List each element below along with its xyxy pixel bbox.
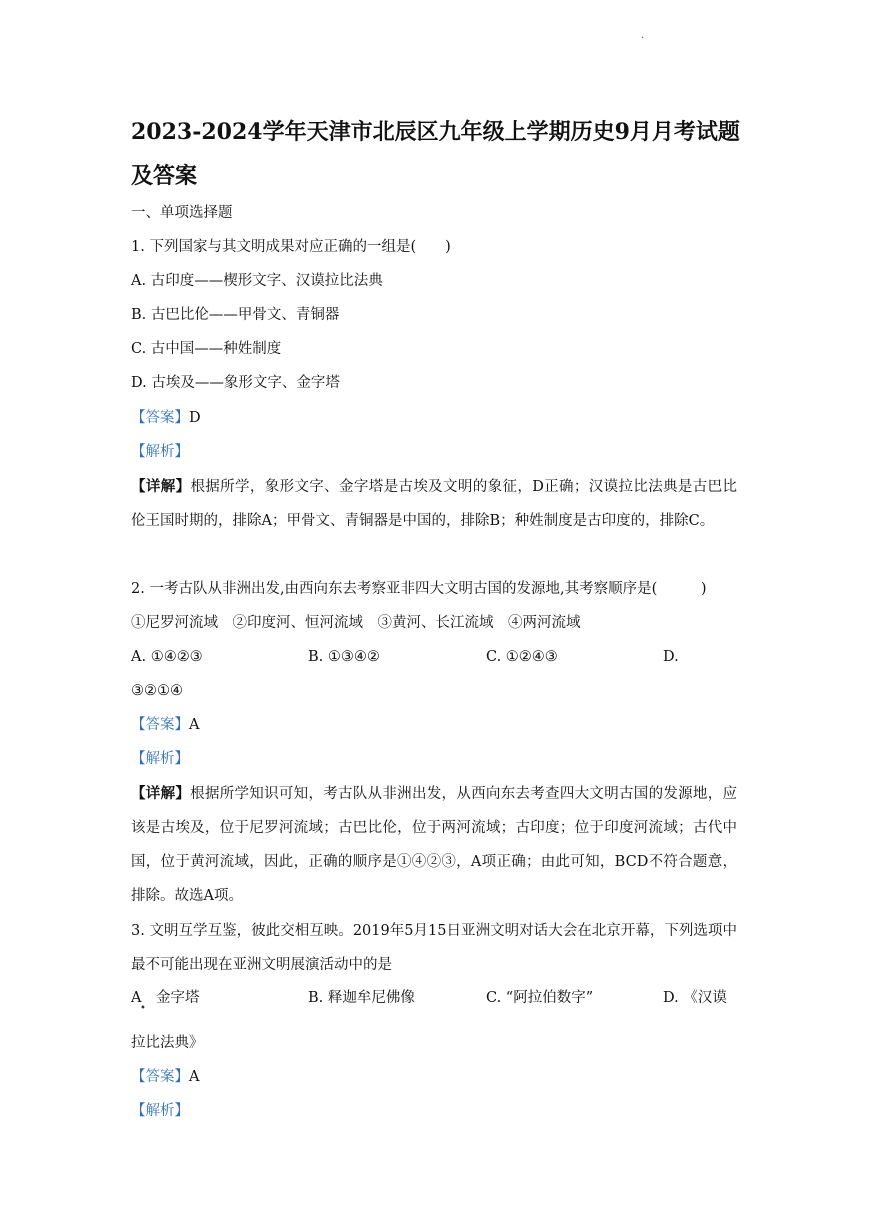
question-1-option-c: C. 古中国——种姓制度 <box>131 341 282 357</box>
question-2-option-b: B. ①③④② <box>308 649 380 665</box>
detail-tag: 【详解】 <box>131 785 191 802</box>
question-1-detail <box>131 470 737 538</box>
question-1-analysis-tag <box>131 435 741 469</box>
question-2-answer <box>131 708 741 742</box>
analysis-tag: 【解析】 <box>131 751 189 767</box>
question-2-detail <box>131 777 737 913</box>
question-1-option-d: D. 古埃及——象形文字、金字塔 <box>131 375 340 391</box>
answer-value: A <box>189 717 200 733</box>
question-2-stem: 2. 一考古队从非洲出发,由西向东去考察亚非四大文明古国的发源地,其考察顺序是( ) <box>131 581 707 597</box>
answer-tag: 【答案】 <box>131 1069 189 1085</box>
question-2-option-a: A. ①④②③ <box>131 649 203 665</box>
question-3-answer <box>131 1060 741 1094</box>
analysis-tag: 【解析】 <box>131 1103 189 1119</box>
question-1-option-a: A. 古印度——楔形文字、汉谟拉比法典 <box>131 273 383 289</box>
emphasis-dot: • <box>140 1003 146 1014</box>
analysis-tag: 【解析】 <box>131 444 189 460</box>
top-dot: . <box>641 30 645 41</box>
detail-text: 根据所学知识可知，考古队从非洲出发，从西向东去考查四大文明古国的发源地，应该是古埃及，位于尼罗河流域；古巴比伦，位于两河流域；古印度；位于印度河流域；古代中国，位于黄河流域，因此，正确的顺序是①④②③，A项正确；由此可知，BCD不符合题意，排除。故选A项。 <box>131 786 738 904</box>
question-3-analysis-tag <box>131 1094 741 1128</box>
question-2-analysis-tag <box>131 742 741 776</box>
question-1-answer <box>131 401 741 435</box>
question-3-option-a: A 金字塔 <box>131 990 200 1006</box>
section-heading: 一、单项选择题 <box>131 205 233 221</box>
question-3-option-d-cont: 拉比法典》 <box>131 1035 204 1051</box>
question-3-option-c: C. “阿拉伯数字” <box>486 990 594 1006</box>
document-title: 2023-2024学年天津市北辰区九年级上学期历史9月月考试题及答案 <box>131 119 740 189</box>
answer-tag: 【答案】 <box>131 717 189 733</box>
question-2-items: ①尼罗河流域 ②印度河、恒河流域 ③黄河、长江流域 ④两河流域 <box>131 615 581 631</box>
question-1-option-b: B. 古巴比伦——甲骨文、青铜器 <box>131 307 340 323</box>
question-3-stem: 3. 文明互学互鉴，彼此交相互映。2019年5月15日亚洲文明对话大会在北京开幕，下列选项中最不可能出现在亚洲文明展演活动中的是 <box>131 923 737 973</box>
question-1-stem: 1. 下列国家与其文明成果对应正确的一组是( ) <box>131 239 451 255</box>
detail-tag: 【详解】 <box>131 478 191 495</box>
question-2-option-d: D. <box>663 649 679 665</box>
answer-value: A <box>189 1069 200 1085</box>
question-3-option-d: D. 《汉谟 <box>663 990 727 1006</box>
detail-text: 根据所学，象形文字、金字塔是古埃及文明的象征，D正确；汉谟拉比法典是古巴比伦王国时期的，排除A；甲骨文、青铜器是中国的，排除B；种姓制度是古印度的，排除C。 <box>131 479 737 529</box>
question-3-option-b: B. 释迦牟尼佛像 <box>308 990 415 1006</box>
answer-value: D <box>189 410 201 426</box>
answer-tag: 【答案】 <box>131 410 189 426</box>
question-2-option-c: C. ①②④③ <box>486 649 558 665</box>
question-2-option-d-cont: ③②①④ <box>131 683 183 699</box>
